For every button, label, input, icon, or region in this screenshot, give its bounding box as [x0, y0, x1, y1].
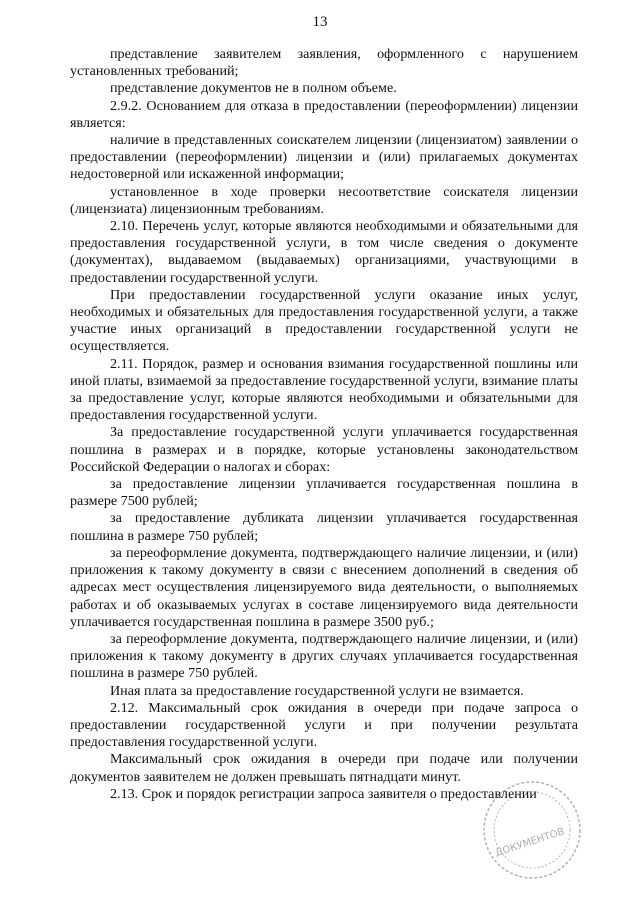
- paragraph: 2.13. Срок и порядок регистрации запроса заявителя о предоставлении: [110, 785, 537, 802]
- paragraph: За предоставление государственной услуги уплачивается государственная пошлина в размерах и в порядке, которые установлены законодательством Российской Федерации о налогах и сборах:: [70, 424, 578, 475]
- paragraph: представление документов не в полном объеме.: [110, 80, 397, 97]
- paragraph: Иная плата за предоставление государственной услуги не взимается.: [110, 682, 524, 699]
- paragraph: При предоставлении государственной услуги оказание иных услуг, необходимых и обязательных для предоставления государственной услуги, а также участие иных организаций в предоставлении государственной услуги не осуществляется.: [70, 286, 578, 355]
- paragraph: за переоформление документа, подтверждающего наличие лицензии, и (или) приложения к такому документу в связи с внесением дополнений в сведения об адресах мест осуществления лицензируемого вида деятельности, о выполняемых работах и об оказываемых услугах в составе лицензируемого вида деятельности уплачивается государственная пошлина в размере 3500 руб.;: [70, 544, 578, 630]
- page-number: 13: [312, 14, 328, 30]
- paragraph: 2.12. Максимальный срок ожидания в очереди при подаче запроса о предоставлении государственной услуги и при получении результата предоставления государственной услуги.: [70, 699, 578, 751]
- paragraph: за предоставление дубликата лицензии уплачивается государственная пошлина в размере 750 рублей;: [70, 510, 578, 544]
- paragraph: 2.11. Порядок, размер и основания взимания государственной пошлины или иной платы, взимаемой за предоставление государственной услуги, взимание платы за предоставление услуг, которые являются необходимыми и обязательными для предоставления государственной услуги.: [70, 355, 578, 424]
- paragraph: за предоставление лицензии уплачивается государственная пошлина в размере 7500 рублей;: [70, 476, 578, 510]
- paragraph: 2.10. Перечень услуг, которые являются необходимыми и обязательными для предоставления государственной услуги, в том числе сведения о документе (документах), выдаваемом (выдаваемых) организациями, участвующими в предоставлении государственной услуги.: [70, 218, 578, 286]
- paragraph: представление заявителем заявления, оформленного с нарушением установленных требований;: [70, 46, 578, 80]
- document-body: [70, 46, 578, 803]
- paragraph: 2.9.2. Основанием для отказа в предоставлении (переоформлении) лицензии является:: [70, 97, 578, 131]
- svg-text:ДОКУМЕНТОВ: ДОКУМЕНТОВ: [493, 826, 566, 860]
- paragraph: Максимальный срок ожидания в очереди при подаче или получении документов заявителем не должен превышать пятнадцати минут.: [70, 751, 578, 785]
- paragraph: наличие в представленных соискателем лицензии (лицензиатом) заявлении о предоставлении (переоформлении) лицензии и (или) прилагаемых документах недостоверной или искаженной информации;: [70, 132, 578, 183]
- paragraph: установленное в ходе проверки несоответствие соискателя лицензии (лицензиата) лицензионным требованиям.: [70, 183, 578, 217]
- paragraph: за переоформление документа, подтверждающего наличие лицензии, и (или) приложения к такому документу в других случаях уплачивается государственная пошлина в размере 750 рублей.: [70, 630, 578, 682]
- stamp-seal: [462, 772, 592, 882]
